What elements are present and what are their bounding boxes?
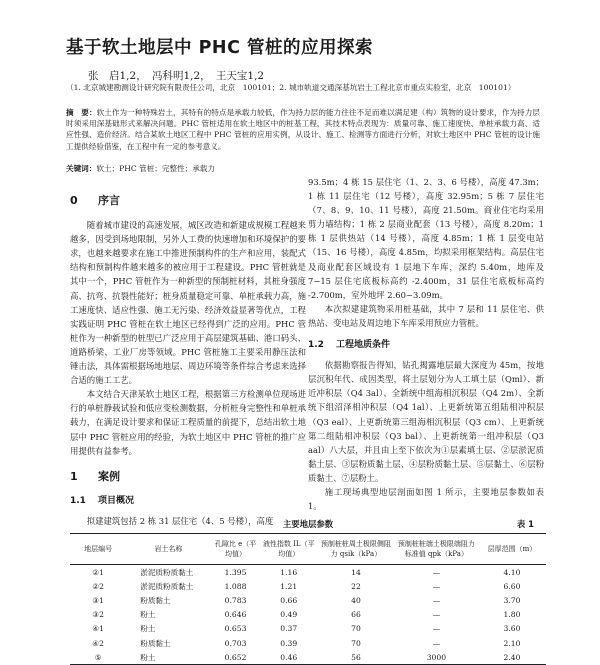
- subsection-number: 1.2: [308, 340, 324, 351]
- table-row: [70, 608, 546, 622]
- table-row: [70, 593, 546, 607]
- soil-name-cell: 粉土: [140, 652, 156, 662]
- soil-name-cell: 淤泥质粉质黏土: [140, 581, 194, 591]
- layer-id-cell: ④1: [92, 624, 104, 634]
- keywords-label: 关键词：: [66, 164, 97, 173]
- table-header-cell: 层厚范围（m）: [478, 534, 546, 565]
- table-row: [70, 636, 546, 650]
- table-cell: —: [432, 638, 441, 648]
- table-cell: 3000: [426, 652, 447, 662]
- table-row: [70, 622, 546, 636]
- left-column: [70, 186, 306, 528]
- subsection-title: 项目概况: [98, 495, 135, 506]
- body-paragraph: 拟建建筑包括 2 栋 31 层住宅（4、5 号楼），高度: [86, 515, 274, 526]
- layer-id-cell: ④2: [92, 638, 104, 648]
- table-cell: —: [432, 595, 441, 605]
- table-cell: 3.60: [503, 624, 521, 634]
- table-row: [70, 650, 546, 665]
- table-header-cell: 岩土名称: [126, 534, 210, 565]
- section-title: 序言: [98, 194, 120, 207]
- table-cell: 2.10: [503, 638, 521, 648]
- section-heading-1: [70, 470, 306, 484]
- abstract-text: 软土作为一种特殊岩土，其特有的特点是承载力较低，作为持力层的能力往往不足而难以满足建（构）筑物的设计要求，作为持力层时须采用深基础形式来解决问题。PHC 管桩适用在软土地区中的桩基工程，其技术特点表现为：质量可靠、施工速度快、单桩承载力高、适应性强、造价经济。结合某软土地区工程中 PHC 管桩的应用实例，从设计、施工、检测等方面进行分析，对软土地区中 PHC 管桩的设计施工提供经验借鉴，在工程中有一定的参考意义。: [66, 108, 541, 151]
- right-column: [308, 175, 544, 513]
- subsection-title: 工程地质条件: [336, 340, 391, 351]
- subsection-number: 1.1: [70, 495, 86, 506]
- abstract-label: 摘 要：: [66, 108, 97, 117]
- paper-title: 基于软土地层中 PHC 管桩的应用探索: [66, 38, 373, 58]
- table-header-cell: 孔隙比 e（平均值）: [211, 534, 261, 565]
- table-cell: 0.46: [280, 652, 298, 662]
- table-cell: 4.10: [503, 567, 521, 577]
- table-header-cell: 地层编号: [70, 534, 126, 565]
- table-caption: [70, 518, 546, 530]
- author-affiliation: （1. 北京城建勘测设计研究院有限责任公司，北京 100101；2. 城市轨道交通深基坑岩土工程北京市重点实验室，北京 100101）: [66, 83, 516, 92]
- table-cell: —: [432, 567, 441, 577]
- body-paragraph: 施工现场典型地层剖面如图 1 所示，主要地层参数如表 1。: [308, 486, 544, 512]
- subsection-heading-1-1: [70, 494, 306, 508]
- layer-id-cell: ③2: [92, 610, 104, 620]
- soil-name-cell: 粉质黏土: [140, 595, 171, 605]
- table-cell: 0.66: [280, 595, 298, 605]
- table-cell: 1.395: [224, 567, 247, 577]
- layer-id-cell: ⑤: [94, 652, 102, 662]
- table-cell: 70: [351, 624, 361, 634]
- layer-id-cell: ②2: [92, 581, 104, 591]
- table-cell: 40: [351, 595, 361, 605]
- table-cell: 3.70: [503, 595, 521, 605]
- table-cell: 14: [351, 567, 361, 577]
- abstract: [66, 107, 540, 152]
- soil-name-cell: 粉质黏土: [140, 638, 171, 648]
- table-cell: 1.088: [224, 581, 247, 591]
- body-paragraph: 93.5m；4 栋 15 层住宅（1、2、3、6 号楼），高度 47.3m；1 栋 11 层住宅（12 号楼），高度 32.95m；5 栋 7 层住宅（7、8、9、10、11 号楼），高度 21.50m。商业住宅均采用剪力墙结构；1 栋 2 层商业配套（13 号楼），高度 8.20m；1 栋 1 层供热站（14 号楼），高度 4.85m；1 栋 1 层变电站（15、16 号楼），高度 4.85m，均拟采用框架结构。高层住宅及商业配套区域设有 1 层地下车库，深约 5.40m，地库及 7~15 层住宅底板标高约 -2.400m，31 层住宅底板标高约 -2.700m，室外地坪 2.60~3.09m。: [308, 177, 544, 300]
- table-cell: 1.80: [503, 610, 521, 620]
- table-cell: 1.16: [280, 567, 298, 577]
- layer-id-cell: ②1: [92, 567, 104, 577]
- author-list: 张 启1,2， 冯科明1,2， 王天宝1,2: [88, 70, 265, 82]
- table-cell: 0.39: [280, 638, 298, 648]
- table-title: 主要地层参数: [282, 519, 334, 529]
- table-cell: 66: [351, 610, 361, 620]
- table-cell: 0.646: [224, 610, 247, 620]
- table-cell: 0.652: [224, 652, 247, 662]
- table-cell: 6.60: [503, 581, 521, 591]
- table-header-cell: 预制桩桩端土极限端阻力标准值 qpk（kPa）: [395, 534, 478, 565]
- soil-name-cell: 淤泥质粉质黏土: [140, 567, 194, 577]
- table-cell: 0.37: [280, 624, 298, 634]
- table-cell: 1.21: [280, 581, 298, 591]
- subsection-heading-1-2: [308, 338, 544, 352]
- soil-name-cell: 粉土: [140, 624, 156, 634]
- soil-name-cell: 粉土: [140, 610, 156, 620]
- table-cell: 22: [351, 581, 361, 591]
- table-cell: 0.703: [224, 638, 247, 648]
- body-paragraph: 随着城市建设的高速发展，城区改造和新建成规模工程越来越多，因受到场地限制，另外人工费的快速增加和环境保护的要求，也越来越要求在施工中推进预制构件的生产和应用，装配式结构和预制构件越来越多的被应用于工程建设。PHC 管桩就是其中一个，PHC 管桩作为一种新型的预制桩材料，其桩身强度高、抗弯、抗裂性能好；桩身质量稳定可靠、单桩承载力高，施工速度快、适应性强、施工无污染、经济效益显著等优点，工程实践证明 PHC 管桩在软土地区已经得到广泛的应用。PHC 管桩作为一种新型的桩型已广泛应用于高层建筑基础、港口码头、道路桥梁、工业厂房等领域。PHC 管桩施工主要采用静压法和锤击法，具体需根据场地地层、周边环境等条件综合考虑来选择合适的施工工艺。: [70, 220, 306, 386]
- section-title: 案例: [98, 469, 120, 483]
- table-header-row: [70, 534, 546, 565]
- table-cell: —: [432, 581, 441, 591]
- table-number: 表 1: [516, 519, 534, 529]
- table-header-cell: 预制桩桩周土极限侧阻力 qsik（kPa）: [317, 534, 395, 565]
- body-paragraph: 本次拟建建筑物采用桩基础，其中 7 层和 11 层住宅、供热站、变电站及周边地下车库采用预应力管桩。: [308, 303, 544, 328]
- section-number: 1: [70, 469, 78, 483]
- keywords-text: 软土；PHC 管桩；完整性；承载力: [96, 164, 216, 173]
- table-cell: —: [432, 624, 441, 634]
- section-number: 0: [70, 194, 78, 207]
- body-paragraph: 依据勘察报告得知，钻孔揭露地层最大深度为 45m，按地层沉积年代、成因类型，将土层划分为人工填土层（Qml）、新近冲积层（Q4 3al）、全新统中组海相沉积层（Q4 2m）、全新统下组沼泽相冲积层（Q4 1al）、上更新统第五组陆相冲积层（Q3 eal）、上更新统第三组海相沉积层（Q3 cm）、上更新统第二组陆相冲积层（Q3 bal）、上更新统第一组冲积层（Q3 aal）八大层，并且由上至下依次为①层素填土层、②层淤泥质黏土层、③层粉质黏土层、④层粉质黏土层、⑤层黏土、⑥层粉质黏土、⑦层粉土。: [308, 360, 544, 483]
- table-cell: 56: [351, 652, 361, 662]
- body-paragraph: 本文结合天津某软土地区工程，根据第三方检测单位现场进行的单桩静载试验和低应变检测数据，分析桩身完整性和单桩承载力，在满足设计要求和保证工程质量的前提下，总结出软土地层中 PHC 管桩应用的经验，为软土地区中 PHC 管桩的推广应用提供有益参考。: [70, 389, 306, 456]
- keywords: [66, 163, 215, 174]
- section-heading-0: [70, 194, 306, 208]
- table-row: [70, 565, 546, 580]
- table-cell: 0.49: [280, 610, 298, 620]
- table-body: [70, 565, 546, 665]
- table-row: [70, 579, 546, 593]
- table-cell: 0.653: [224, 624, 247, 634]
- soil-parameter-table: [70, 533, 546, 665]
- table-cell: 2.40: [503, 652, 521, 662]
- table-cell: —: [432, 610, 441, 620]
- table-cell: 70: [351, 638, 361, 648]
- table-header-cell: 液性指数 IL（平均值）: [260, 534, 317, 565]
- layer-id-cell: ③1: [92, 595, 104, 605]
- table-cell: 0.783: [224, 595, 247, 605]
